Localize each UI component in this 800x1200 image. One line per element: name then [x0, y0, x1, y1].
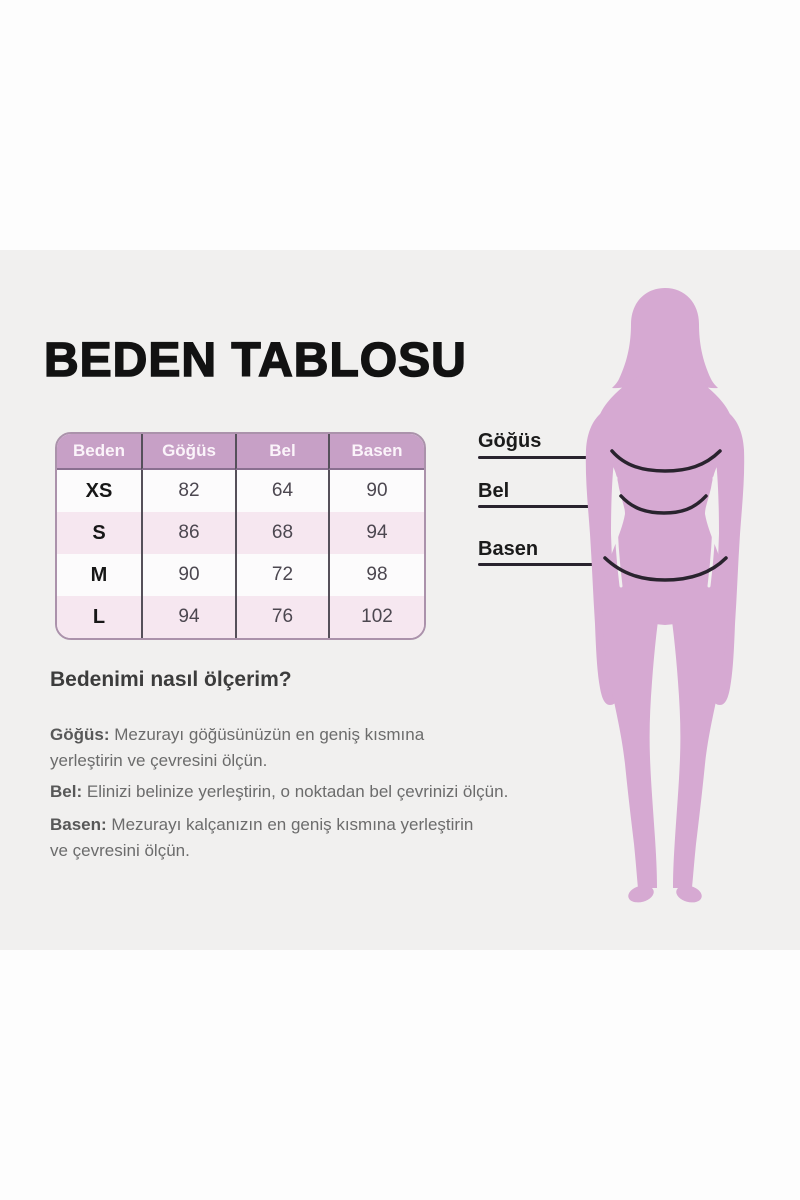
- howto-text: Elinizi belinize yerleştirin, o noktadan bel çevrinizi ölçün.: [86, 782, 509, 801]
- howto-heading: Bedenimi nasıl ölçerim?: [50, 668, 292, 691]
- size-cell: M: [57, 554, 141, 596]
- table-row: [57, 470, 424, 512]
- howto-item-bel: [50, 779, 540, 805]
- howto-line: ve çevresini ölçün.: [50, 841, 190, 861]
- left-leg-shape: [603, 574, 663, 888]
- howto-line: yerleştirin ve çevresini ölçün.: [50, 751, 268, 771]
- howto-line: [50, 779, 540, 805]
- value-cell: 64: [235, 470, 328, 512]
- table-row: [57, 512, 424, 554]
- value-cell: 76: [235, 596, 328, 638]
- howto-line: [50, 812, 540, 838]
- howto-line: [50, 722, 540, 748]
- table-row: [57, 554, 424, 596]
- label-bel: Bel: [478, 480, 510, 502]
- col-header-basen: Basen: [328, 434, 424, 470]
- col-header-gogus: Göğüs: [141, 434, 235, 470]
- size-table-grid: [57, 434, 424, 638]
- howto-term: Basen:: [50, 815, 107, 834]
- label-basen: Basen: [478, 538, 539, 560]
- right-leg-shape: [667, 574, 727, 888]
- label-gogus: Göğüs: [478, 430, 542, 452]
- value-cell: 68: [235, 512, 328, 554]
- value-cell: 98: [328, 554, 424, 596]
- value-cell: 94: [328, 512, 424, 554]
- howto-term: Bel:: [50, 782, 83, 801]
- table-row: [57, 596, 424, 638]
- size-cell: L: [57, 596, 141, 638]
- size-cell: XS: [57, 470, 141, 512]
- value-cell: 86: [141, 512, 235, 554]
- col-header-bel: Bel: [235, 434, 328, 470]
- howto-term: Göğüs:: [50, 725, 110, 744]
- page-title: BEDEN TABLOSU: [44, 334, 467, 387]
- value-cell: 82: [141, 470, 235, 512]
- howto-text: Mezurayı göğüsünüzün en geniş kısmına: [114, 725, 425, 744]
- value-cell: 72: [235, 554, 328, 596]
- size-table-header-row: [57, 434, 424, 470]
- howto-text: Mezurayı kalçanızın en geniş kısmına yerleştirin: [111, 815, 474, 834]
- size-cell: S: [57, 512, 141, 554]
- value-cell: 94: [141, 596, 235, 638]
- woman-silhouette: [575, 284, 755, 912]
- value-cell: 90: [328, 470, 424, 512]
- size-table: [55, 432, 426, 640]
- col-header-beden: Beden: [57, 434, 141, 470]
- value-cell: 90: [141, 554, 235, 596]
- value-cell: 102: [328, 596, 424, 638]
- howto-item-gogus: [50, 722, 540, 775]
- howto-item-basen: [50, 812, 540, 865]
